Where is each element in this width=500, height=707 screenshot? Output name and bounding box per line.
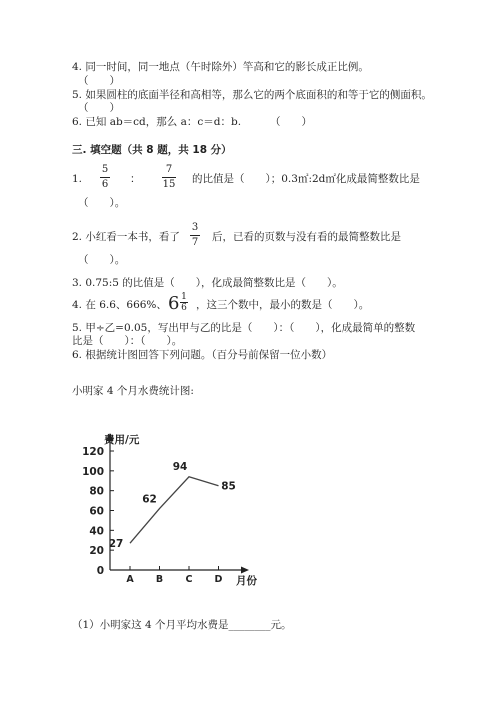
y-tick-label: 0 — [96, 565, 104, 577]
x-axis-label: 月份 — [236, 575, 257, 587]
y-tick-label: 80 — [89, 485, 104, 498]
question-5-text: 5. 如果圆柱的底面半径和高相等，那么它的两个底面积的和等于它的侧面积。 — [72, 89, 432, 101]
x-tick-label: A — [126, 574, 134, 585]
data-label: 62 — [142, 493, 157, 506]
x-tick-label: D — [214, 574, 223, 585]
fill-6-text: 6. 根据统计图回答下列问题。（百分号前保留一位小数） — [72, 349, 333, 361]
fill-2-text-b: 后，已看的页数与没有看的最简整数比是 — [212, 231, 401, 243]
data-label: 85 — [221, 480, 236, 493]
y-axis-label: 费用/元 — [104, 434, 140, 446]
y-tick-label: 20 — [89, 545, 104, 558]
y-tick-label: 60 — [89, 505, 104, 518]
section-title: 三. 填空题（共 8 题，共 18 分） — [72, 144, 232, 156]
data-label: 27 — [108, 538, 124, 551]
fraction-denominator: 15 — [162, 179, 176, 190]
fill-1-number: 1. — [72, 173, 83, 185]
chart-caption: 小明家 4 个月水费统计图: — [72, 385, 194, 397]
x-tick-label: C — [185, 574, 193, 585]
question-4-answer[interactable]: （ ） — [78, 75, 120, 87]
question-5-answer[interactable]: （ ） — [78, 102, 120, 114]
question-6-answer[interactable]: （ ） — [270, 116, 312, 128]
fill-1-colon: ： — [130, 173, 141, 185]
question-6-text: 6. 已知 ab＝cd，那么 a：c＝d：b. — [72, 116, 242, 128]
fill-1-text: 的比值是（ ）；0.3㎡:2d㎡化成最简整数比是 — [192, 173, 420, 185]
fill-1-answer[interactable]: （ ）。 — [78, 197, 126, 209]
fill-4-text-b: ，这三个数中，最小的数是（ ）。 — [196, 299, 370, 311]
series-line — [130, 477, 219, 543]
fraction-denominator: 6 — [101, 179, 109, 190]
y-tick-label: 120 — [82, 446, 104, 458]
mixed-denominator: 6 — [181, 303, 187, 313]
fill-5-line-1: 5. 甲÷乙=0.05，写出甲与乙的比是（ ）：（ ），化成最简单的整数 — [72, 322, 416, 334]
fill-2-text-a: 2. 小红看一本书，看了 — [72, 231, 180, 243]
x-axis-arrow — [241, 567, 249, 574]
fraction-numerator: 3 — [191, 222, 199, 233]
fill-3-text: 3. 0.75:5 的比值是（ ），化成最简整数比是（ ）。 — [72, 277, 343, 289]
fraction-numerator: 7 — [165, 164, 173, 175]
y-tick-label: 100 — [82, 465, 104, 478]
question-4-text: 4. 同一时间，同一地点（午时除外）竿高和它的影长成正比例。 — [72, 61, 369, 73]
fraction-numerator: 5 — [101, 164, 109, 175]
y-tick-label: 40 — [89, 525, 104, 538]
mixed-numerator: 1 — [181, 292, 187, 302]
fill-5-line-2: 比是（ ）：（ ）。 — [72, 335, 183, 347]
mixed-whole: 6 — [168, 293, 180, 314]
fraction-denominator: 7 — [191, 237, 199, 248]
sub-question-1: （1）小明家这 4 个月平均水费是________元。 — [72, 619, 292, 631]
fill-2-answer[interactable]: （ ）。 — [78, 254, 126, 266]
x-tick-label: B — [155, 574, 164, 585]
data-label: 94 — [172, 460, 188, 473]
fill-4-text-a: 4. 在 6.6、666%、 — [72, 299, 167, 311]
